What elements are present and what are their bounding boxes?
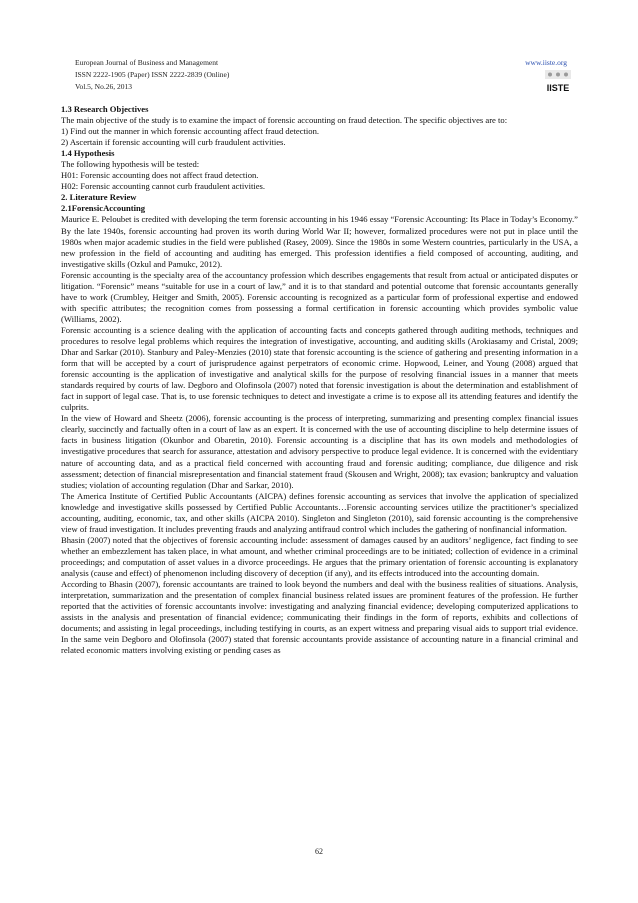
section-2-1-title: 2.1ForensicAccounting	[61, 203, 146, 214]
paragraph: Forensic accounting is a science dealing with the application of accounting facts and concepts gathered through auditing methods, techniques and procedures to resolve legal problems which requires the integration of investigative, accounting, and auditing skills (Arokiasamy and Cristal, 2009; Dhar and Sarkar (2010). Stanbury and Paley-Menzies (2010) state that forensic accounting is the science of gathering and presenting information in a form that will be accepted by a court of jurisprudence against perpetrators of economic crime. Hopwood, Leiner, and Young (2008) argued that forensic accounting is the application of investigative and analytical skills for the purpose of resolving financial issues in a manner that meets standards required by courts of law. Degboro and Olofinsola (2007) noted that forensic investigation is about the determination and establishment of fact in support of legal case. That is, to use forensic techniques to detect and investigate a crime is to expose all its attending features and identify the culprits.	[61, 324, 578, 413]
paragraph: Forensic accounting is the specialty area of the accountancy profession which describes engagements that result from actual or anticipated disputes or litigation. “Forensic” means “suitable for use in a court of law,” and it is to that standard and potential outcome that forensic accountants generally have to work (Crumbley, Heitger and Smith, 2005). Forensic accounting is recognized as a particular form of professional expertise and endowed with specific attributes; the recognition comes from possessing a formal certification in forensic accounting which provides symbolic value (Williams, 2002).	[61, 269, 578, 324]
paragraph: Bhasin (2007) noted that the objectives of forensic accounting include: assessment of damages caused by an auditors’ negligence, fact finding to see whether an embezzlement has taken place, in what amount, and whether criminal proceedings are to be initiated; collection of evidence in a criminal proceedings; and computation of asset values in a divorce proceedings. He argues that the primary orientation of forensic accounting is explanatory analysis (cause and effect) of phenomenon including discovery of deception (if any), and its effects introduced into the accounting domain.	[61, 534, 578, 578]
article-body	[61, 104, 578, 656]
objective-item: 2) Ascertain if forensic accounting will curb fraudulent activities.	[61, 137, 286, 148]
paragraph: The America Institute of Certified Public Accountants (AICPA) defines forensic accounting as services that involve the application of specialized knowledge and investigative skills possessed by Certified Public Accountants…Forensic accounting services utilize the practitioner’s specialized accounting, auditing, economic, tax, and other skills (AICPA 2010). Singleton and Singleton (2010), said forensic accounting is the comprehensive view of fraud investigation. It includes preventing frauds and analyzing antifraud control which includes the gathering of nonfinancial information.	[61, 490, 578, 534]
iiste-logo	[542, 69, 574, 95]
section-1-3-intro: The main objective of the study is to examine the impact of forensic accounting on fraud detection. The specific objectives are to:	[61, 115, 508, 126]
journal-issn: ISSN 2222-1905 (Paper) ISSN 2222-2839 (Online)	[75, 70, 230, 79]
section-2-title: 2. Literature Review	[61, 192, 137, 203]
running-header	[75, 57, 575, 93]
section-1-4-intro: The following hypothesis will be tested:	[61, 159, 200, 170]
section-1-3-title: 1.3 Research Objectives	[61, 104, 149, 114]
section-1-4-title: 1.4 Hypothesis	[61, 148, 115, 159]
objective-item: 1) Find out the manner in which forensic accounting affect fraud detection.	[61, 126, 320, 137]
paragraph: Maurice E. Peloubet is credited with developing the term forensic accounting in his 1946 essay “Forensic Accounting: Its Place in Today’s Economy.” By the late 1940s, forensic accounting had proven its worth during World War II; however, formalized procedures were not put in place until the 1980s when major academic studies in the field were published (Rasey, 2009). Since the 1980s in some Western countries, particularly in the USA, a new profession in the field of accounting and auditing has emerged. This profession identifies a field composed of accounting, auditing, and investigative skills (Ozkul and Pamukc, 2012).	[61, 214, 578, 269]
journal-volume: Vol.5, No.26, 2013	[75, 82, 132, 91]
paragraph: According to Bhasin (2007), forensic accountants are trained to look beyond the numbers and deal with the business realities of situations. Analysis, interpretation, summarization and the presentation of complex financial business related issues are prominent features of the profession. He further reported that the activities of forensic accountants involve: investigating and analyzing financial evidence; developing computerized applications to assists in the analysis and presentation of financial evidence; communicating their findings in the form of reports, exhibits and collections of documents; and assisting in legal proceedings, including testifying in courts, as an expert witness and preparing visual aids to support trial evidence. In the same vein Degboro and Olofinsola (2007) stated that forensic accountants provide assistance of accounting nature in a financial criminal and related economic matters involving existing or pending cases as	[61, 579, 578, 656]
journal-name: European Journal of Business and Management	[75, 58, 219, 67]
page-number: 62	[315, 847, 323, 856]
journal-url-link[interactable]: www.iiste.org	[525, 58, 567, 67]
hypothesis-item: H02: Forensic accounting cannot curb fraudulent activities.	[61, 181, 266, 192]
paragraph: In the view of Howard and Sheetz (2006), forensic accounting is the process of interpreting, summarizing and presenting complex financial issues clearly, succinctly and factually often in a court of law as an expert. It is concerned with the use of accounting discipline to help determine issues of facts in business litigation (Okunbor and Obaretin, 2010). Forensic accounting is a discipline that has its own models and methodologies of investigative procedures that search for assurance, attestation and advisory perspective to produce legal evidence. It is concerned with the evidentiary nature of accounting data, and as a practical field concerned with accounting fraud and forensic auditing; compliance, due diligence and risk assessment; detection of financial misrepresentation and financial statement fraud (Skousen and Wright, 2008); tax evasion; bankruptcy and valuation studies; violation of accounting regulation (Dhar and Sarkar, 2010).	[61, 413, 578, 490]
logo-text: IISTE	[546, 83, 570, 93]
hypothesis-item: H01: Forensic accounting does not affect fraud detection.	[61, 170, 259, 181]
